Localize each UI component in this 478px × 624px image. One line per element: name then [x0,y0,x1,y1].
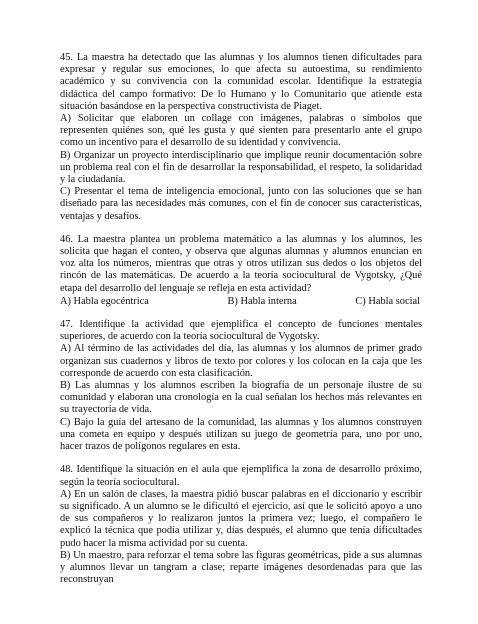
option-b: B) Habla interna [227,295,297,307]
option-c: C) Bajo la guía del artesano de la comunidad, las alumnas y los alumnos construyen una cometa en equipo y después utilizan su juego de geometría para, uno por uno, hacer trazos de polígonos regulares en esta. [60,416,422,453]
option-a: A) En un salón de clases, la maestra pidió buscar palabras en el diccionario y escribir su significado. A un alumno se le dificultó el ejercicio, así que le solicitó apoyo a uno de sus compañeros y lo realizaron juntos la primera vez; luego, el compañero le explicó la técnica que podía utilizar y, días después, el alumno que tenía dificultades pudo hacer la misma actividad por su cuenta. [60,488,422,549]
option-c: C) Presentar el tema de inteligencia emocional, junto con las soluciones que se han diseñado para las necesidades más comunes, con el fin de conocer sus características, ventajas y desafíos. [60,186,422,222]
question-47 [60,319,422,453]
option-row [60,296,422,308]
question-stem: 47. Identifique la actividad que ejemplifica el concepto de funciones mentales superiores, de acuerdo con la teoría sociocultural de Vygotsky. [60,319,422,343]
option-c: C) Habla social [355,295,420,307]
question-46 [60,234,422,308]
question-stem: 46. La maestra plantea un problema matemático a las alumnas y los alumnos, les solicita que hagan el conteo, y observa que algunas alumnas y alumnos enuncian en voz alta los números, mientras que otras y otros utilizan sus dedos o los objetos del rincón de las matemáticas. De acuerdo a la teoría sociocultural de Vygotsky, ¿Qué etapa del desarrollo del lenguaje se refleja en esta actividad? [60,233,422,294]
option-a: A) Solicitar que elaboren un collage con imágenes, palabras o símbolos que representen quiénes son, qué les gusta y qué sienten para presentarlo ante el grupo como un incentivo para el desarrollo de su identidad y convivencia. [60,113,422,149]
option-a: A) Al término de las actividades del día, las alumnas y los alumnos de primer grado organizan sus cuadernos y libros de texto por colores y los colocan en la caja que les corresponde de acuerdo con esta clasificación. [60,343,422,379]
option-b: B) Organizar un proyecto interdisciplinario que implique reunir documentación sobre un problema real con el fin de desarrollar la responsabilidad, el respeto, la solidaridad y la ciudadanía. [60,149,422,186]
question-stem: 48. Identifique la situación en el aula que ejemplifica la zona de desarrollo próximo, según la teoría sociocultural. [60,464,422,488]
question-45 [60,52,422,223]
option-a: A) Habla egocéntrica [60,295,149,307]
question-stem: 45. La maestra ha detectado que las alumnas y los alumnos tienen dificultades para expresar y regular sus emociones, lo que afecta su autoestima, su rendimiento académico y su convivencia con la comunidad escolar. Identifique la estrategia didáctica del campo formativo: De lo Humano y lo Comunitario que atiende esta situación basándose en la perspectiva constructivista de Piaget. [60,52,422,112]
question-48 [60,464,422,586]
option-b: B) Las alumnas y los alumnos escriben la biografía de un personaje ilustre de su comunidad y elaboran una cronología en la cual señalan los hechos más relevantes en su trayectoria de vida. [60,380,422,416]
option-b: B) Un maestro, para reforzar el tema sobre las figuras geométricas, pide a sus alumnas y alumnos llevar un tangram a clase; reparte imágenes desordenadas para que las reconstruyan [60,549,422,586]
